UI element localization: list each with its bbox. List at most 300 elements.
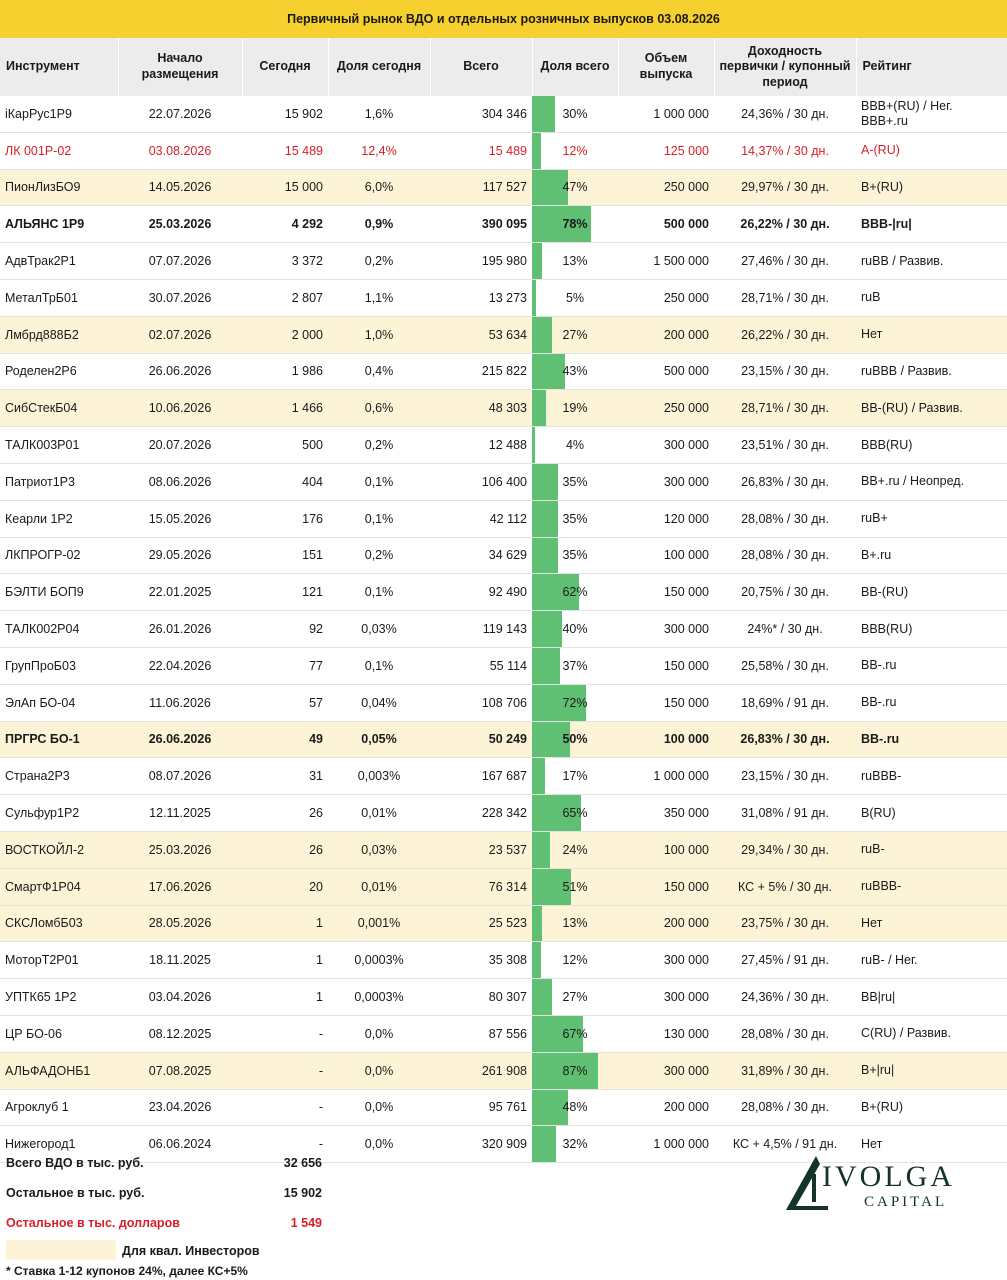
cell-rating: BBB-|ru| [856,206,1007,243]
cell-share-total [532,684,618,721]
cell-yield: 23,75% / 30 дн. [714,905,856,942]
cell-share-total [532,574,618,611]
bond-table [0,38,1007,1163]
column-header-share-today: Доля сегодня [328,38,430,96]
cell-share-today: 0,2% [328,537,430,574]
table-row [0,96,1007,132]
logo-name: IVOLGA [822,1160,955,1193]
cell-total: 25 523 [430,905,532,942]
cell-rating: ruBBB / Развив. [856,353,1007,390]
cell-share-today: 6,0% [328,169,430,206]
cell-share-today: 0,1% [328,647,430,684]
cell-share-today: 0,0% [328,1126,430,1163]
cell-yield: 29,34% / 30 дн. [714,831,856,868]
cell-start-date: 17.06.2026 [118,868,242,905]
summary-vdo-label: Всего ВДО в тыс. руб. [6,1156,144,1170]
cell-start-date: 26.01.2026 [118,611,242,648]
cell-rating: BB-(RU) [856,574,1007,611]
cell-today: 92 [242,611,328,648]
cell-today: 77 [242,647,328,684]
cell-instrument: ТАЛК002Р04 [0,611,118,648]
cell-yield: 23,15% / 30 дн. [714,353,856,390]
cell-share-total [532,537,618,574]
cell-share-total [532,390,618,427]
cell-share-total [532,831,618,868]
share-total-label: 24% [562,842,588,857]
cell-yield: 27,46% / 30 дн. [714,243,856,280]
cell-total: 390 095 [430,206,532,243]
cell-rating: ruBBB- [856,758,1007,795]
legend-label: Для квал. Инвесторов [122,1244,260,1258]
cell-rating: B+(RU) [856,169,1007,206]
share-total-label: 4% [565,438,585,453]
cell-share-today: 0,01% [328,868,430,905]
cell-yield: 26,83% / 30 дн. [714,463,856,500]
cell-share-today: 1,0% [328,316,430,353]
cell-instrument: Нижегород1 [0,1126,118,1163]
cell-rating: ruB- / Нег. [856,942,1007,979]
table-row [0,905,1007,942]
table-row [0,1015,1007,1052]
share-total-label: 37% [562,658,588,673]
cell-instrument: ВОСТКОЙЛ-2 [0,831,118,868]
table-row [0,500,1007,537]
cell-today: 1 466 [242,390,328,427]
cell-instrument: Роделен2Р6 [0,353,118,390]
cell-share-today: 0,03% [328,611,430,648]
summary-other-label: Остальное в тыс. руб. [6,1186,145,1200]
cell-total: 53 634 [430,316,532,353]
cell-today: 15 000 [242,169,328,206]
cell-rating: ruB [856,279,1007,316]
cell-start-date: 06.06.2024 [118,1126,242,1163]
cell-start-date: 10.06.2026 [118,390,242,427]
cell-share-total [532,795,618,832]
cell-rating: ruB+ [856,500,1007,537]
table-row [0,758,1007,795]
cell-rating: BB|ru| [856,979,1007,1016]
cell-volume: 120 000 [618,500,714,537]
cell-volume: 100 000 [618,537,714,574]
cell-yield: 28,08% / 30 дн. [714,1015,856,1052]
table-row [0,243,1007,280]
cell-today: 176 [242,500,328,537]
cell-rating: Нет [856,316,1007,353]
table-row [0,979,1007,1016]
share-total-label: 30% [562,106,588,121]
share-total-label: 27% [562,990,588,1005]
share-total-label: 67% [562,1026,588,1041]
cell-start-date: 11.06.2026 [118,684,242,721]
cell-total: 195 980 [430,243,532,280]
cell-start-date: 07.08.2025 [118,1052,242,1089]
share-total-label: 35% [562,548,588,563]
cell-start-date: 22.01.2025 [118,574,242,611]
cell-instrument: АЛЬЯНС 1Р9 [0,206,118,243]
cell-total: 50 249 [430,721,532,758]
cell-total: 95 761 [430,1089,532,1126]
cell-yield: 24,36% / 30 дн. [714,96,856,132]
cell-instrument: Лмбрд888Б2 [0,316,118,353]
cell-total: 13 273 [430,279,532,316]
cell-yield: 23,15% / 30 дн. [714,758,856,795]
logo-sub: CAPITAL [864,1194,948,1210]
cell-total: 320 909 [430,1126,532,1163]
cell-rating: BBB(RU) [856,611,1007,648]
column-header-total: Всего [430,38,532,96]
table-row [0,684,1007,721]
cell-instrument: ГрупПроБ03 [0,647,118,684]
cell-yield: 14,37% / 30 дн. [714,132,856,169]
cell-share-total [532,500,618,537]
cell-start-date: 07.07.2026 [118,243,242,280]
cell-instrument: ЛК 001Р-02 [0,132,118,169]
cell-instrument: СмартФ1Р04 [0,868,118,905]
cell-rating: B+.ru [856,537,1007,574]
cell-share-today: 0,1% [328,574,430,611]
cell-share-total [532,169,618,206]
ivolga-logo [782,1152,972,1216]
cell-share-total [532,758,618,795]
cell-volume: 1 500 000 [618,243,714,280]
cell-instrument: Страна2Р3 [0,758,118,795]
cell-today: - [242,1015,328,1052]
cell-total: 48 303 [430,390,532,427]
cell-volume: 150 000 [618,647,714,684]
table-header [0,38,1007,96]
table-row [0,279,1007,316]
cell-volume: 500 000 [618,206,714,243]
cell-instrument: Сульфур1Р2 [0,795,118,832]
table-row [0,942,1007,979]
cell-volume: 1 000 000 [618,758,714,795]
share-total-label: 87% [562,1063,588,1078]
column-header-instrument: Инструмент [0,38,118,96]
cell-share-total [532,868,618,905]
summary-usd-value: 1 549 [290,1216,322,1230]
cell-yield: 28,71% / 30 дн. [714,390,856,427]
footnote: * Ставка 1-12 купонов 24%, далее КС+5% [6,1264,248,1278]
cell-instrument: Патриот1Р3 [0,463,118,500]
cell-start-date: 08.06.2026 [118,463,242,500]
cell-share-total [532,1089,618,1126]
table-row [0,611,1007,648]
share-total-label: 5% [565,290,585,305]
table-row [0,1052,1007,1089]
share-total-bar [532,280,536,316]
table-row [0,316,1007,353]
share-total-label: 78% [562,217,588,232]
cell-total: 12 488 [430,427,532,464]
cell-share-today: 0,2% [328,427,430,464]
cell-start-date: 02.07.2026 [118,316,242,353]
cell-total: 76 314 [430,868,532,905]
column-header-yield: Доходность первички / купонный период [714,38,856,96]
cell-volume: 130 000 [618,1015,714,1052]
cell-yield: 28,08% / 30 дн. [714,537,856,574]
page-title: Первичный рынок ВДО и отдельных розничных выпусков 03.08.2026 [0,0,1007,38]
cell-share-total [532,721,618,758]
cell-instrument: Агроклуб 1 [0,1089,118,1126]
cell-today: 1 [242,979,328,1016]
cell-volume: 150 000 [618,868,714,905]
cell-volume: 300 000 [618,427,714,464]
cell-instrument: ЭлАп БО-04 [0,684,118,721]
cell-volume: 100 000 [618,721,714,758]
cell-total: 23 537 [430,831,532,868]
table-row [0,206,1007,243]
share-total-label: 72% [562,695,588,710]
summary-other-value: 15 902 [283,1186,322,1200]
cell-start-date: 03.08.2026 [118,132,242,169]
cell-share-total [532,942,618,979]
column-header-start: Начало размещения [118,38,242,96]
cell-rating: B+(RU) [856,1089,1007,1126]
cell-instrument: ЦР БО-06 [0,1015,118,1052]
cell-today: 26 [242,795,328,832]
cell-volume: 300 000 [618,611,714,648]
table-body [0,96,1007,1163]
column-header-volume: Объем выпуска [618,38,714,96]
cell-total: 42 112 [430,500,532,537]
cell-share-today: 0,0% [328,1052,430,1089]
table-row [0,427,1007,464]
cell-share-total [532,96,618,132]
share-total-label: 12% [562,953,588,968]
cell-share-total [532,905,618,942]
cell-share-total [532,279,618,316]
cell-yield: 18,69% / 91 дн. [714,684,856,721]
cell-rating: Нет [856,905,1007,942]
cell-start-date: 29.05.2026 [118,537,242,574]
table-row [0,1089,1007,1126]
cell-yield: 28,08% / 30 дн. [714,1089,856,1126]
cell-volume: 1 000 000 [618,1126,714,1163]
cell-instrument: МеталТрБ01 [0,279,118,316]
cell-today: 1 [242,942,328,979]
cell-share-today: 1,1% [328,279,430,316]
cell-volume: 250 000 [618,390,714,427]
share-total-label: 27% [562,327,588,342]
cell-share-total [532,316,618,353]
cell-instrument: АдвТрак2Р1 [0,243,118,280]
cell-share-today: 0,0% [328,1015,430,1052]
cell-share-today: 0,003% [328,758,430,795]
cell-share-today: 0,03% [328,831,430,868]
column-header-rating: Рейтинг [856,38,1007,96]
cell-start-date: 22.07.2026 [118,96,242,132]
cell-rating: BB-.ru [856,647,1007,684]
cell-today: 4 292 [242,206,328,243]
summary-vdo-value: 32 656 [283,1156,322,1170]
cell-rating: C(RU) / Развив. [856,1015,1007,1052]
cell-today: 57 [242,684,328,721]
cell-today: 31 [242,758,328,795]
cell-start-date: 08.12.2025 [118,1015,242,1052]
cell-today: - [242,1089,328,1126]
cell-rating: B+|ru| [856,1052,1007,1089]
column-header-share-total: Доля всего [532,38,618,96]
share-total-label: 62% [562,585,588,600]
share-total-label: 17% [562,769,588,784]
cell-today: - [242,1052,328,1089]
share-total-label: 13% [562,916,588,931]
cell-share-today: 0,4% [328,353,430,390]
cell-share-total [532,243,618,280]
share-total-label: 35% [562,511,588,526]
cell-instrument: ТАЛК003Р01 [0,427,118,464]
share-total-label: 48% [562,1100,588,1115]
cell-volume: 150 000 [618,684,714,721]
cell-share-total [532,427,618,464]
cell-share-total [532,353,618,390]
share-total-label: 47% [562,180,588,195]
cell-share-total [532,1052,618,1089]
cell-yield: 26,22% / 30 дн. [714,316,856,353]
cell-rating: Нет [856,1126,1007,1163]
cell-today: 26 [242,831,328,868]
share-total-label: 51% [562,879,588,894]
summary-usd-label: Остальное в тыс. долларов [6,1216,180,1230]
cell-share-today: 0,0% [328,1089,430,1126]
cell-rating: B(RU) [856,795,1007,832]
cell-total: 228 342 [430,795,532,832]
cell-start-date: 15.05.2026 [118,500,242,537]
cell-start-date: 20.07.2026 [118,427,242,464]
cell-total: 106 400 [430,463,532,500]
cell-share-today: 0,1% [328,463,430,500]
column-header-today: Сегодня [242,38,328,96]
table-row [0,463,1007,500]
cell-total: 34 629 [430,537,532,574]
cell-instrument: УПТК65 1Р2 [0,979,118,1016]
cell-start-date: 08.07.2026 [118,758,242,795]
cell-today: 500 [242,427,328,464]
share-total-label: 65% [562,806,588,821]
table-row [0,537,1007,574]
cell-rating: BBB(RU) [856,427,1007,464]
cell-volume: 250 000 [618,169,714,206]
cell-rating: ruBB / Развив. [856,243,1007,280]
cell-volume: 150 000 [618,574,714,611]
cell-yield: 23,51% / 30 дн. [714,427,856,464]
share-total-bar [532,427,535,463]
cell-instrument: ПионЛизБО9 [0,169,118,206]
cell-volume: 350 000 [618,795,714,832]
cell-today: 20 [242,868,328,905]
cell-total: 92 490 [430,574,532,611]
table-row [0,132,1007,169]
cell-share-total [532,132,618,169]
cell-volume: 250 000 [618,279,714,316]
cell-yield: 24,36% / 30 дн. [714,979,856,1016]
cell-total: 119 143 [430,611,532,648]
cell-yield: КС + 4,5% / 91 дн. [714,1126,856,1163]
cell-today: 1 986 [242,353,328,390]
table-row [0,574,1007,611]
cell-yield: 29,97% / 30 дн. [714,169,856,206]
share-total-label: 50% [562,732,588,747]
cell-volume: 100 000 [618,831,714,868]
cell-start-date: 23.04.2026 [118,1089,242,1126]
share-total-label: 12% [562,143,588,158]
cell-today: 151 [242,537,328,574]
cell-start-date: 12.11.2025 [118,795,242,832]
cell-start-date: 28.05.2026 [118,905,242,942]
cell-yield: 25,58% / 30 дн. [714,647,856,684]
cell-yield: 31,89% / 30 дн. [714,1052,856,1089]
cell-start-date: 26.06.2026 [118,353,242,390]
cell-share-total [532,1015,618,1052]
cell-instrument: ПРГРС БО-1 [0,721,118,758]
cell-start-date: 14.05.2026 [118,169,242,206]
cell-start-date: 22.04.2026 [118,647,242,684]
share-total-label: 13% [562,254,588,269]
cell-total: 80 307 [430,979,532,1016]
cell-share-today: 0,01% [328,795,430,832]
cell-volume: 300 000 [618,463,714,500]
cell-today: 3 372 [242,243,328,280]
cell-share-total [532,611,618,648]
cell-instrument: Кеарли 1Р2 [0,500,118,537]
cell-yield: 31,08% / 91 дн. [714,795,856,832]
cell-share-today: 0,1% [328,500,430,537]
cell-share-today: 0,9% [328,206,430,243]
cell-total: 55 114 [430,647,532,684]
cell-total: 35 308 [430,942,532,979]
cell-start-date: 25.03.2026 [118,206,242,243]
cell-share-total [532,979,618,1016]
cell-rating: ruBBB- [856,868,1007,905]
cell-rating: BB-.ru [856,721,1007,758]
cell-share-today: 1,6% [328,96,430,132]
share-total-label: 32% [562,1137,588,1152]
cell-today: 1 [242,905,328,942]
cell-today: 2 807 [242,279,328,316]
cell-rating: BB-.ru [856,684,1007,721]
cell-volume: 300 000 [618,942,714,979]
cell-share-total [532,463,618,500]
cell-start-date: 26.06.2026 [118,721,242,758]
share-total-label: 40% [562,622,588,637]
cell-rating: ruB- [856,831,1007,868]
cell-share-today: 0,6% [328,390,430,427]
cell-instrument: СибСтекБ04 [0,390,118,427]
cell-share-today: 0,04% [328,684,430,721]
share-total-label: 19% [562,401,588,416]
cell-share-today: 12,4% [328,132,430,169]
cell-rating: BB-(RU) / Развив. [856,390,1007,427]
cell-yield: 20,75% / 30 дн. [714,574,856,611]
cell-rating: BBB+(RU) / Нег. BBB+.ru [856,96,1007,132]
cell-today: 2 000 [242,316,328,353]
cell-share-total [532,206,618,243]
table-row [0,647,1007,684]
cell-share-total [532,647,618,684]
cell-yield: 27,45% / 91 дн. [714,942,856,979]
cell-share-today: 0,2% [328,243,430,280]
cell-today: 15 489 [242,132,328,169]
cell-volume: 200 000 [618,1089,714,1126]
cell-instrument: БЭЛТИ БОП9 [0,574,118,611]
cell-today: 404 [242,463,328,500]
cell-total: 15 489 [430,132,532,169]
cell-volume: 200 000 [618,905,714,942]
cell-volume: 125 000 [618,132,714,169]
cell-instrument: ЛКПРОГР-02 [0,537,118,574]
cell-yield: 28,71% / 30 дн. [714,279,856,316]
cell-instrument: МоторТ2Р01 [0,942,118,979]
